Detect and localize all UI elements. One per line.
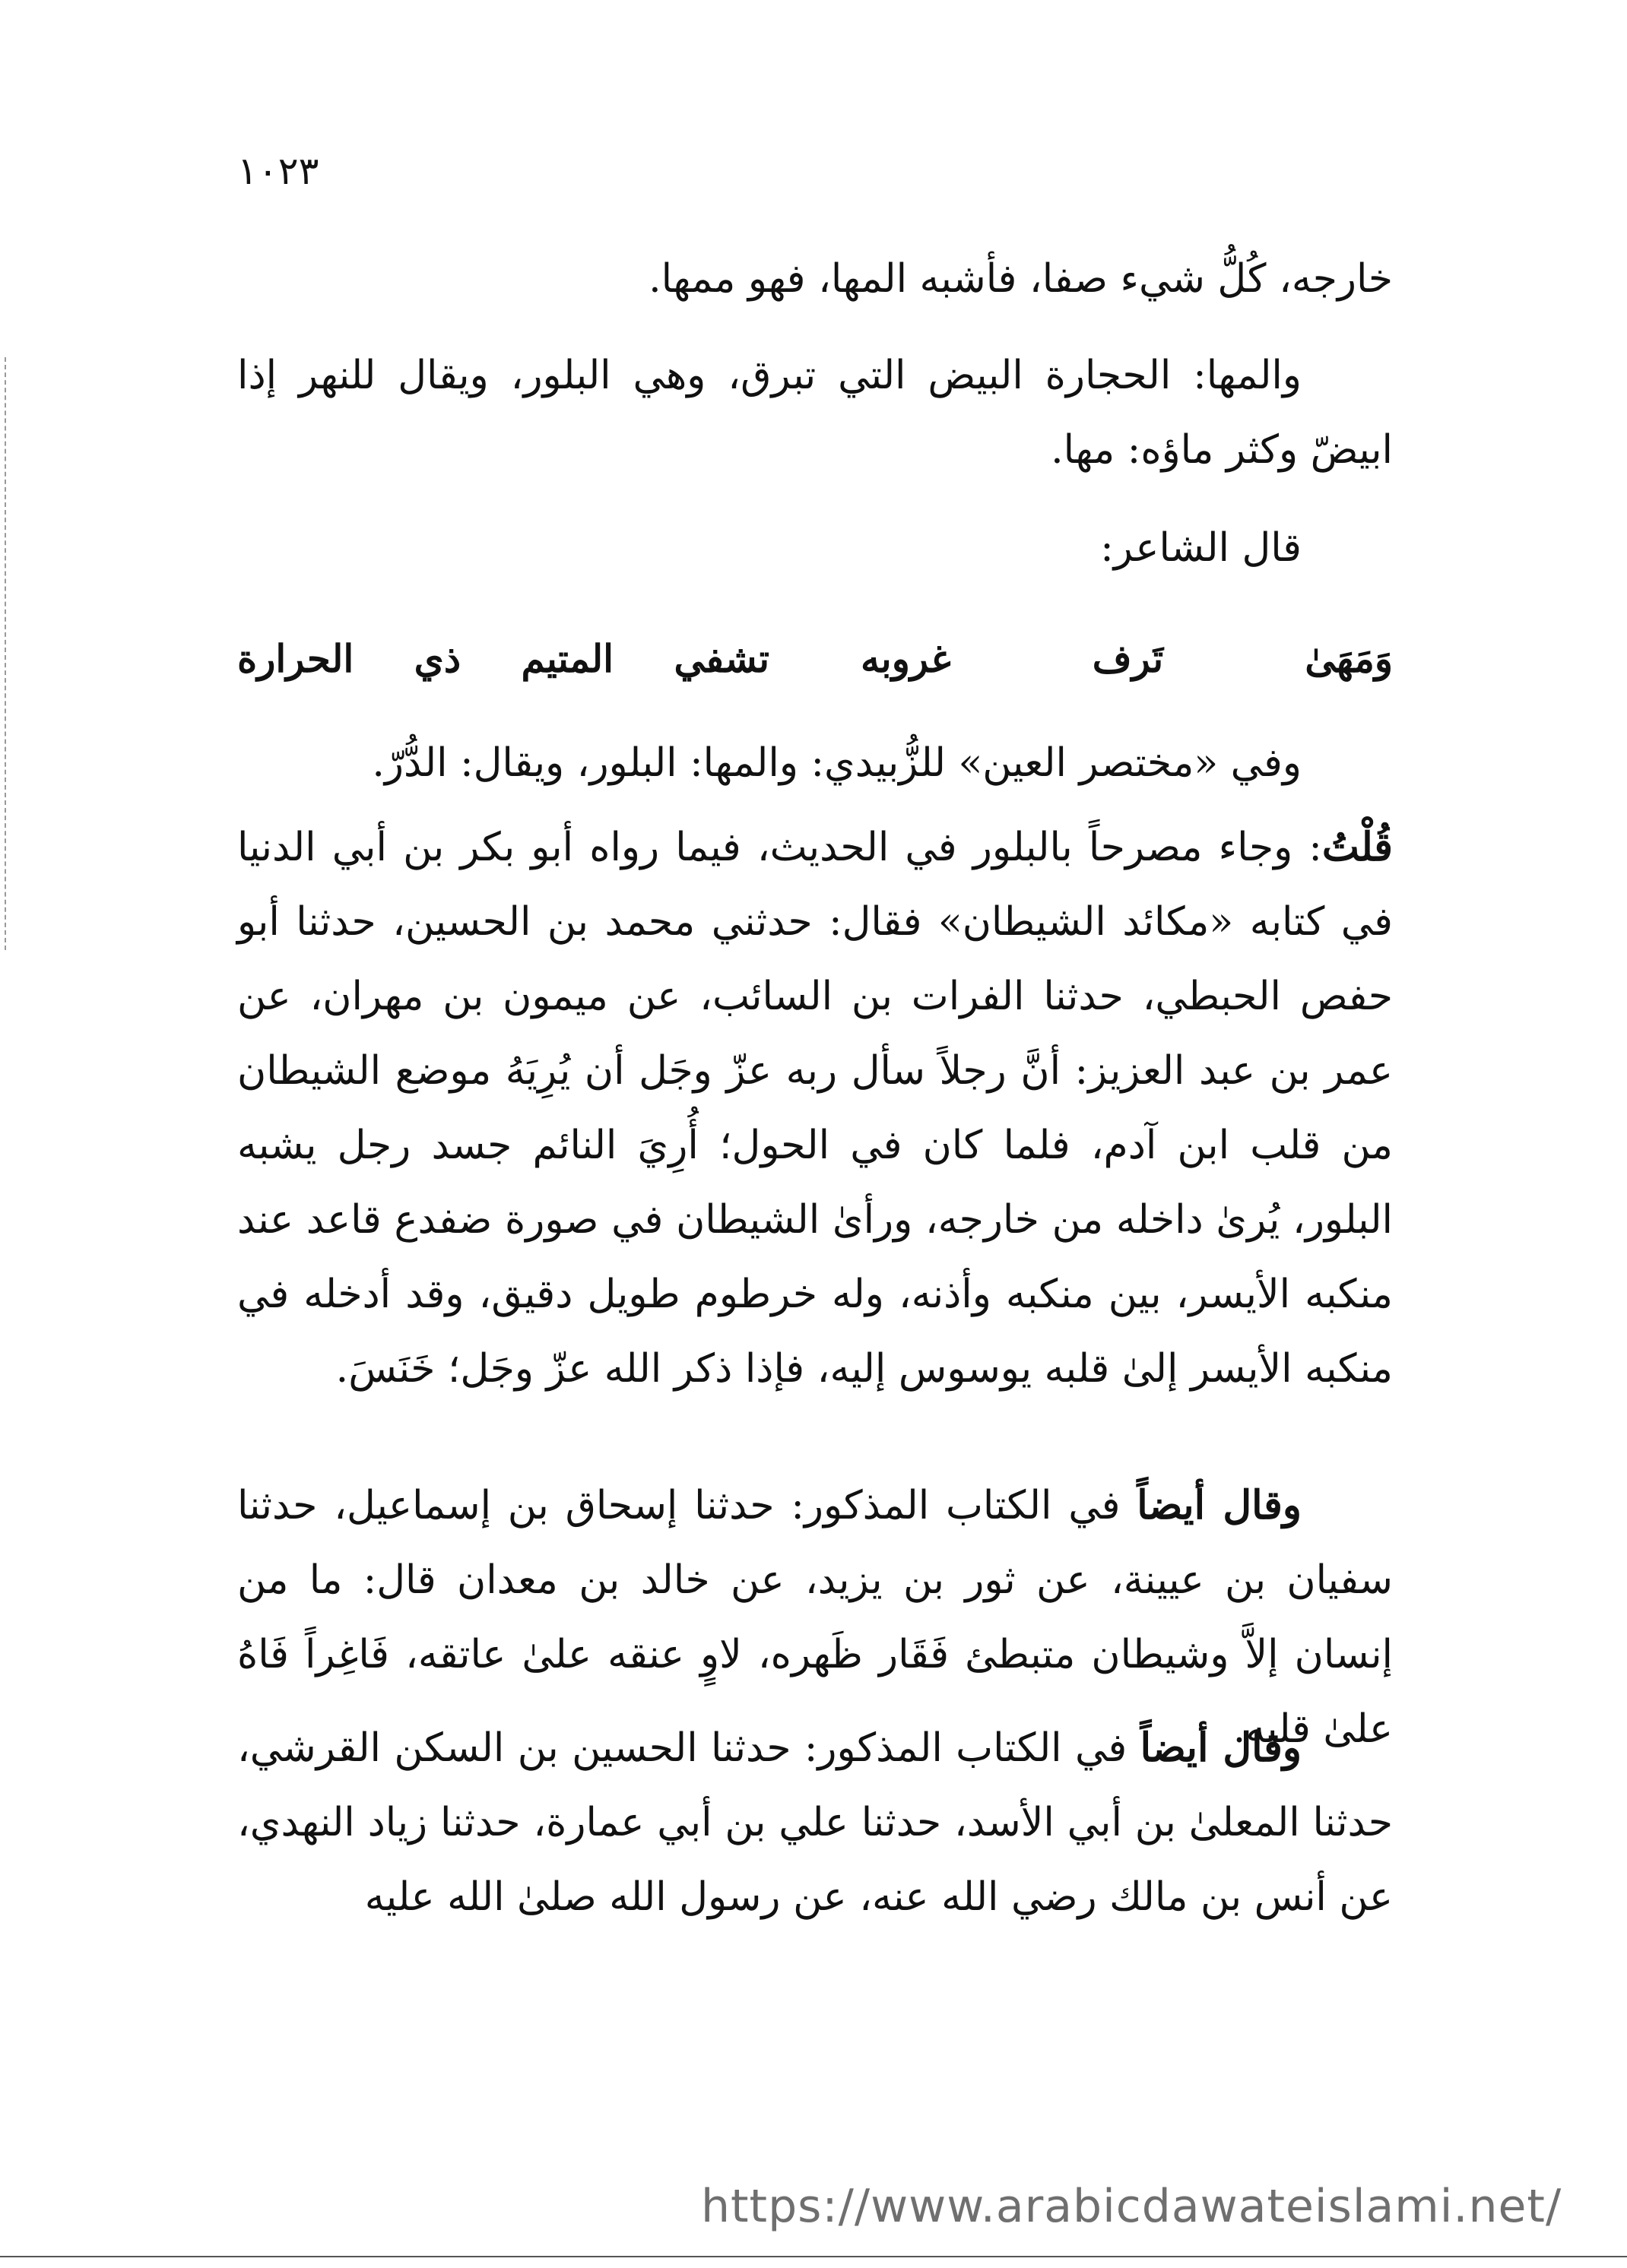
website-watermark: https://www.arabicdawateislami.net/ bbox=[701, 2180, 1562, 2233]
paragraph-hadith-1-body: : وجاء مصرحاً بالبلور في الحديث، فيما رواه أبو بكر بن أبي الدنيا في كتابه «مكائد الشيطان» فقال: حدثني محمد بن الحسين، حدثنا أبو حفص الحبطي، حدثنا الفرات بن السائب، عن ميمون بن مهران، عن عمر بن عبد العزيز: أنَّ رجلاً سأل ربه عزّ وجَل أن يُرِيَهُ موضع الشيطان من قلب ابن آدم، فلما كان في الحول؛ أُرِيَ النائم جسد رجل يشبه البلور، يُرىٰ داخله من خارجه، ورأىٰ الشيطان في صورة ضفدع قاعد عند منكبه الأيسر، بين منكبه وأذنه، وله خرطوم طويل دقيق، وقد أدخله في منكبه الأيسر إلىٰ قلبه يوسوس إليه، فإذا ذكر الله عزّ وجَل؛ خَنَسَ. bbox=[237, 825, 1394, 1392]
poem-verse bbox=[237, 625, 1393, 693]
scan-edge-marks bbox=[5, 357, 8, 950]
paragraph-hadith-2-body: في الكتاب المذكور: حدثنا إسحاق بن إسماعيل، حدثنا سفيان بن عيينة، عن ثور بن يزيد، عن خالد بن معدان قال: ما من إنسان إلاَّ وشيطان متبطئ فَقَار ظَهره، لاوٍ عنقه علىٰ عاتقه، فَاغِراً فَاهُ علىٰ قلبه. bbox=[237, 1483, 1393, 1752]
paragraph-hadith-3 bbox=[237, 1711, 1393, 1934]
paragraph-hadith-3-lead: وقال أيضاً bbox=[1140, 1725, 1302, 1771]
paragraph-hadith-1-lead: قُلْتُ bbox=[1321, 824, 1393, 870]
footer-rule bbox=[0, 2256, 1627, 2257]
poet-intro: قال الشاعر: bbox=[1100, 525, 1302, 571]
paragraph-hadith-2-lead: وقال أيضاً bbox=[1137, 1482, 1302, 1528]
paragraph-hadith-1 bbox=[237, 810, 1393, 1406]
verse-second-hemistich: تشفي المتيم ذي الحرارة bbox=[237, 636, 769, 681]
paragraph-1: خارجه، كُلُّ شيء صفا، فأشبه المها، فهو ممها. bbox=[649, 256, 1393, 302]
paragraph-mukhtasar: وفي «مختصر العين» للزُّبيدي: والمها: البلور، ويقال: الدُّرّ. bbox=[372, 740, 1302, 786]
verse-first-hemistich: وَمَهَىٰ تَرف غروبه bbox=[861, 636, 1393, 681]
paragraph-2: والمها: الحجارة البيض التي تبرق، وهي البلور، ويقال للنهر إذا ابيضّ وكثر ماؤه: مها. bbox=[237, 353, 1393, 473]
page-number: ١٠٢٣ bbox=[237, 149, 319, 193]
paragraph-hadith-3-body: في الكتاب المذكور: حدثنا الحسين بن السكن القرشي، حدثنا المعلىٰ بن أبي الأسد، حدثنا علي بن أبي عمارة، حدثنا زياد النهدي، عن أنس بن مالك رضي الله عنه، عن رسول الله صلىٰ الله عليه bbox=[237, 1725, 1393, 1920]
